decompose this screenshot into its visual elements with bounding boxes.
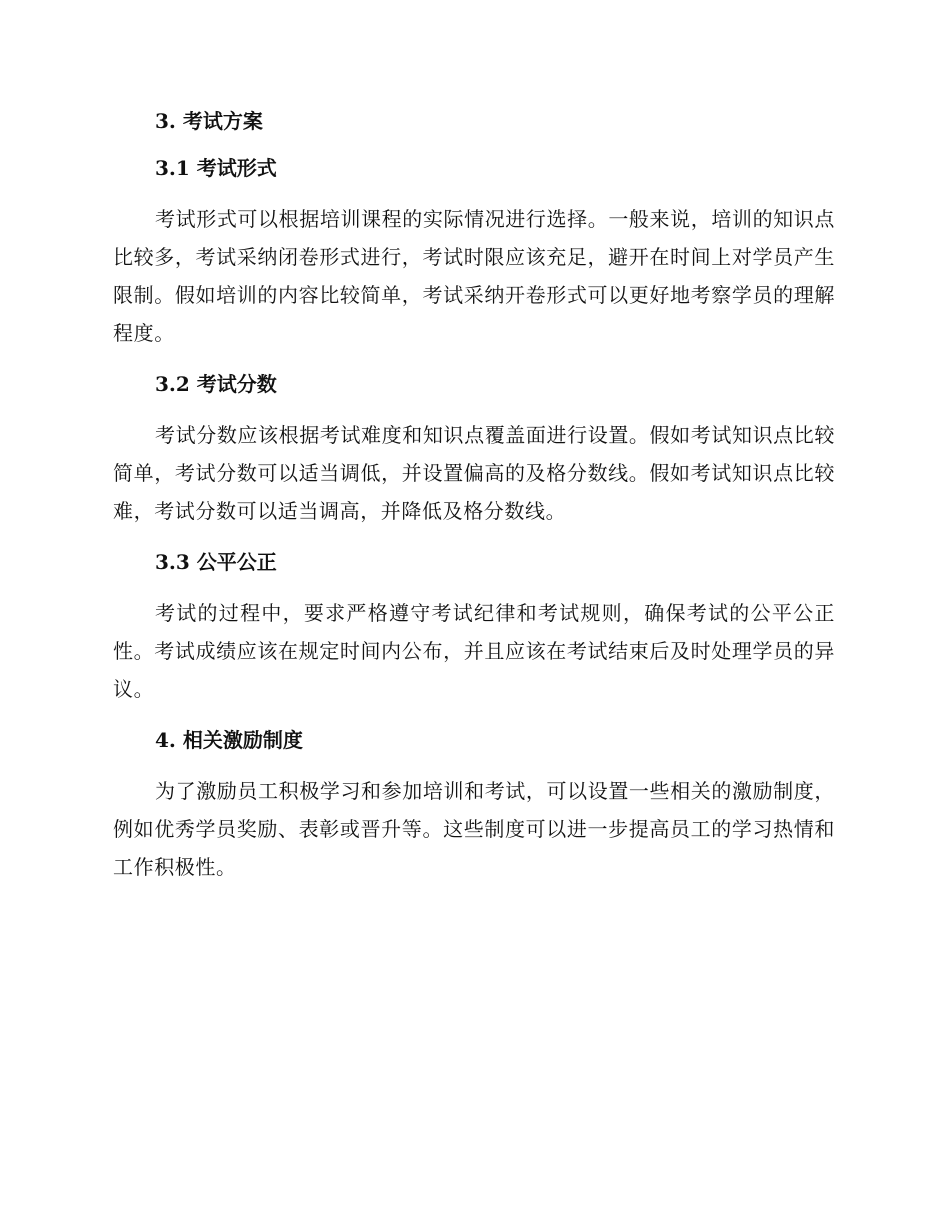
paragraph-fairness: 考试的过程中，要求严格遵守考试纪律和考试规则，确保考试的公平公正性。考试成绩应该在规定时间内公布，并且应该在考试结束后及时处理学员的异议。: [113, 601, 835, 701]
section-heading-exam-plan: 3. 考试方案: [155, 109, 263, 133]
section-heading-fairness: 3.3 公平公正: [155, 550, 277, 574]
paragraph-exam-format: 考试形式可以根据培训课程的实际情况进行选择。一般来说，培训的知识点比较多，考试采纳闭卷形式进行，考试时限应该充足，避开在时间上对学员产生限制。假如培训的内容比较简单，考试采纳开卷形式可以更好地考察学员的理解程度。: [113, 207, 835, 345]
section-heading-exam-format: 3.1 考试形式: [155, 156, 277, 180]
paragraph-incentives: 为了激励员工积极学习和参加培训和考试，可以设置一些相关的激励制度，例如优秀学员奖励、表彰或晋升等。这些制度可以进一步提高员工的学习热情和工作积极性。: [113, 779, 835, 879]
section-heading-exam-score: 3.2 考试分数: [155, 372, 277, 396]
paragraph-exam-score: 考试分数应该根据考试难度和知识点覆盖面进行设置。假如考试知识点比较简单，考试分数可以适当调低，并设置偏高的及格分数线。假如考试知识点比较难，考试分数可以适当调高，并降低及格分数线。: [113, 423, 835, 523]
document-body: [113, 106, 835, 903]
section-heading-incentives: 4. 相关激励制度: [155, 728, 303, 752]
